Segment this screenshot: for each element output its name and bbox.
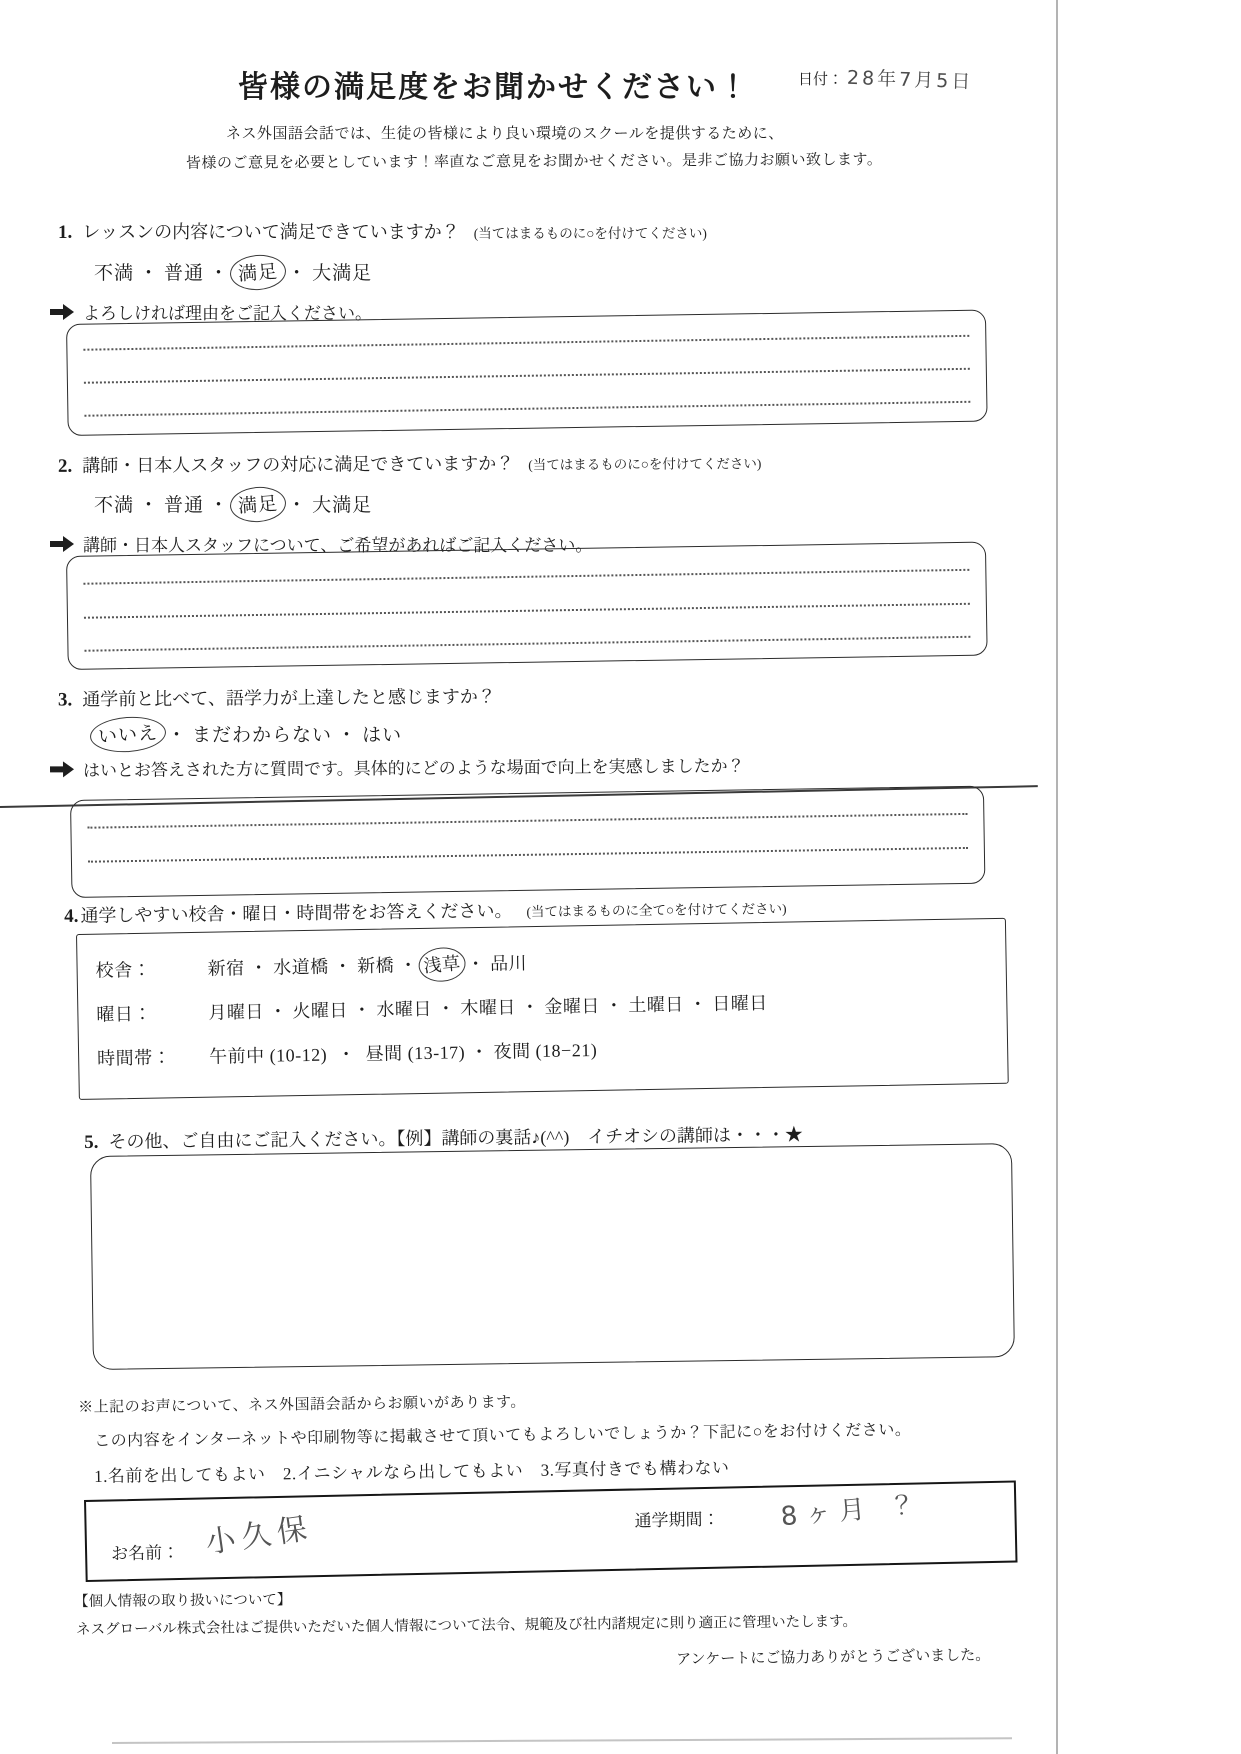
option-separator: ・ [333,956,353,977]
q4-weekday-tue: 火曜日 [292,1000,349,1022]
q4-weekday-sat: 土曜日 [628,994,684,1016]
option-separator: ・ [209,495,230,516]
name-value-handwritten: 小久保 [203,1510,316,1561]
q4-time-evening: 夜間 (18−21) [493,1039,598,1062]
q4-weekday-row [96,989,768,1027]
privacy-text: ネスグローバル株式会社はご提供いただいた個人情報について法令、規範及び社内諸規定に則り適正に管理いたします。 [76,1613,857,1638]
intro-line-2: 皆様のご意見を必要としています！率直なご意見をお聞かせください。是非ご協力お願い致します。 [185,152,883,172]
q1-option-futsuu: 普通 [164,263,205,284]
q2-text: 講師・日本人スタッフの対応に満足できていますか？ [82,453,515,476]
option-separator: ・ [466,953,486,975]
option-separator: ・ [209,263,230,284]
signature-box [84,1480,1018,1582]
right-arrow-icon [50,304,74,320]
consent-question: この内容をインターネットや印刷物等に掲載させて頂いてもよろしいでしょうか？下記に○をお付けください。 [94,1421,912,1450]
q3-options [94,720,402,749]
enrollment-period-label: 通学期間： [634,1509,720,1531]
q5-number: 5. [84,1131,99,1153]
q3-option-madawakaranai: まだわからない [192,725,333,746]
option-separator: ・ [287,263,308,284]
q3-option-hai: はい [362,725,403,746]
q4-weekday-thu: 木曜日 [460,997,517,1019]
date-label: 日付： [798,72,844,88]
q4-time-daytime: 昼間 (13-17) [365,1042,466,1064]
q3-text: 通学前と比べて、語学力が上達したと感じますか？ [82,686,496,710]
option-separator: ・ [520,996,540,1018]
q4-weekday-label: 曜日： [96,1003,153,1025]
q4-table-box [76,918,1009,1100]
option-separator: ・ [336,1044,356,1065]
q2-number: 2. [57,455,73,477]
right-arrow-icon [50,536,74,552]
q4-hint: (当てはまるものに全て○を付けてください) [526,901,787,920]
dotted-writing-line [83,569,969,585]
q4-campus-asakusa-circled: 浅草 [417,946,467,984]
page-title: 皆様の満足度をお聞かせください！ [238,71,750,104]
dotted-writing-line [84,636,970,652]
q4-weekday-wed: 水曜日 [376,998,433,1020]
q4-time-row [97,1036,597,1071]
q2-option-daimanzoku: 大満足 [312,495,373,516]
q4-campus-shimbashi: 新橋 [356,955,395,977]
q4-weekday-sun: 日曜日 [712,992,768,1014]
option-separator: ・ [139,495,160,516]
option-separator: ・ [469,1041,489,1063]
q3-answer-box [70,786,985,898]
q4-campus-shinagawa: 品川 [489,953,528,974]
scan-bottom-edge-line [112,1737,1012,1744]
q3-question [58,682,496,711]
option-separator: ・ [688,993,708,1015]
q1-options [94,258,372,287]
option-separator: ・ [352,999,372,1021]
q3-followup [50,752,745,782]
option-separator: ・ [337,725,358,746]
q1-option-daimanzoku: 大満足 [312,263,373,284]
q2-followup-text: 講師・日本人スタッフについて、ご希望があればご記入ください。 [83,536,593,555]
q4-campus-row [95,949,527,985]
dotted-writing-line [88,847,968,863]
q4-campus-suidobashi: 水道橋 [272,956,329,978]
q1-answer-box [66,310,988,436]
q3-number: 3. [57,689,73,711]
option-separator: ・ [287,495,308,516]
dotted-writing-line [83,335,969,351]
q1-hint: (当てはまるものに○を付けてください) [473,226,707,241]
q1-question [58,218,707,244]
scan-edge-vertical-line [1056,0,1058,1754]
privacy-title: 【個人情報の取り扱いについて】 [74,1592,292,1610]
q1-text: レッスンの内容について満足できていますか？ [82,222,460,242]
dotted-writing-line [84,401,970,417]
option-separator: ・ [398,955,418,976]
q4-weekday-fri: 金曜日 [544,995,601,1017]
q3-followup-text: はいとお答えされた方に質問です。具体的にどのような場面で向上を実感しましたか？ [82,756,745,781]
option-separator: ・ [167,725,188,746]
q4-time-label: 時間帯： [97,1047,172,1069]
q5-text: その他、ご自由にご記入ください。【例】講師の裏話♪(^^) イチオシの講師は・・・★ [108,1124,803,1152]
q2-option-manzoku-circled: 満足 [229,485,287,524]
thanks-note: アンケートにご協力ありがとうございました。 [676,1647,991,1668]
q2-options [94,490,372,519]
q1-number: 1. [58,222,73,243]
q2-answer-box [66,542,988,670]
dotted-writing-line [84,368,970,384]
q5-answer-box [90,1143,1015,1370]
q1-option-fuman: 不満 [94,263,135,284]
q4-campus-shinjuku: 新宿 [207,958,245,979]
enrollment-period-handwritten: 8ヶ月 ？ [779,1489,925,1533]
option-separator: ・ [268,1001,288,1022]
q1-option-manzoku-circled: 満足 [229,253,287,292]
q2-option-futsuu: 普通 [164,495,205,516]
option-separator: ・ [139,263,160,284]
q1-followup-text: よろしければ理由をご記入ください。 [83,304,372,323]
consent-note: ※上記のお声について、ネス外国語会話からお願いがあります。 [78,1394,526,1416]
date-value-handwritten: 28年7月5日 [846,66,974,94]
q2-question [58,448,762,478]
q2-hint: (当てはまるものに○を付けてください) [528,456,762,473]
q4-time-morning: 午前中 (10-12) [208,1044,328,1067]
option-separator: ・ [249,957,269,978]
dotted-writing-line [84,603,970,619]
consent-options: 1.名前を出してもよい 2.イニシャルなら出してもよい 3.写真付きでも構わない [94,1458,730,1486]
q4-weekday-mon: 月曜日 [208,1001,265,1023]
intro-line-1: ネス外国語会話では、生徒の皆様により良い環境のスクールを提供するために、 [226,126,784,142]
q4-number: 4. [64,905,79,927]
option-separator: ・ [604,995,624,1016]
q2-option-fuman: 不満 [94,495,135,516]
dotted-writing-line [87,813,967,829]
q3-option-iie-circled: いいえ [89,714,167,754]
q4-campus-label: 校舎： [95,959,152,981]
q4-text: 通学しやすい校舎・曜日・時間帯をお答えください。 [80,900,513,926]
name-label: お名前： [110,1543,180,1564]
date-line [798,68,973,92]
option-separator: ・ [436,998,456,1019]
right-arrow-icon [50,761,74,777]
